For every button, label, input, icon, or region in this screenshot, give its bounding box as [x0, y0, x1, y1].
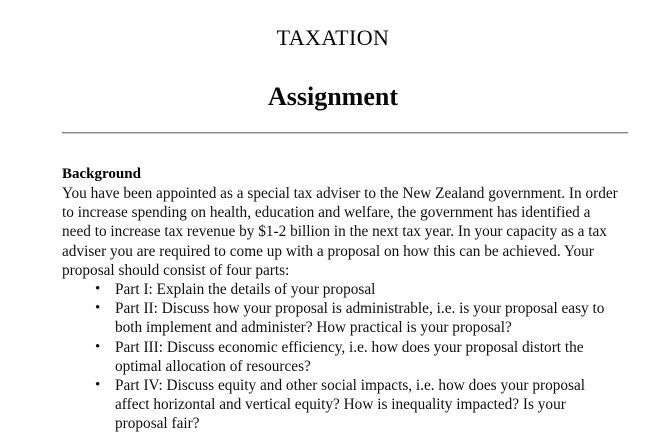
list-item [62, 376, 622, 434]
list-item [62, 280, 622, 299]
document-title: TAXATION [276, 25, 390, 50]
background-paragraph: You have been appointed as a special tax adviser to the New Zealand government. In order to increase spending on health, education and welfare, the government has identified a need to increase tax revenue by $1-2 billion in the next tax year. In your capacity as a tax adviser you are required to come up with a proposal on how this can be achieved. Your proposal should consist of four parts: [62, 185, 618, 279]
document-body [0, 134, 666, 434]
bullet-icon: • [95, 281, 101, 298]
list-item-text: Part II: Discuss how your proposal is administrable, i.e. is your proposal easy to both implement and administer? How practical is your proposal? [115, 300, 605, 337]
section-heading-background: Background [62, 166, 141, 182]
list-item [62, 338, 622, 376]
list-item-text: Part I: Explain the details of your proposal [115, 281, 376, 299]
list-item-text: Part III: Discuss economic efficiency, i.e. how does your proposal distort the optimal allocation of resources? [115, 338, 584, 375]
bullet-icon: • [95, 300, 101, 317]
bullet-icon: • [95, 338, 101, 355]
document-subtitle: Assignment [267, 82, 398, 111]
proposal-parts-list [62, 280, 622, 434]
header-rule-container [0, 113, 666, 134]
list-item [62, 299, 622, 337]
bullet-icon: • [95, 377, 101, 394]
list-item-text: Part IV: Discuss equity and other social impacts, i.e. how does your proposal affect horizontal and vertical equity? How is inequality impacted? Is your proposal fair? [115, 377, 586, 433]
